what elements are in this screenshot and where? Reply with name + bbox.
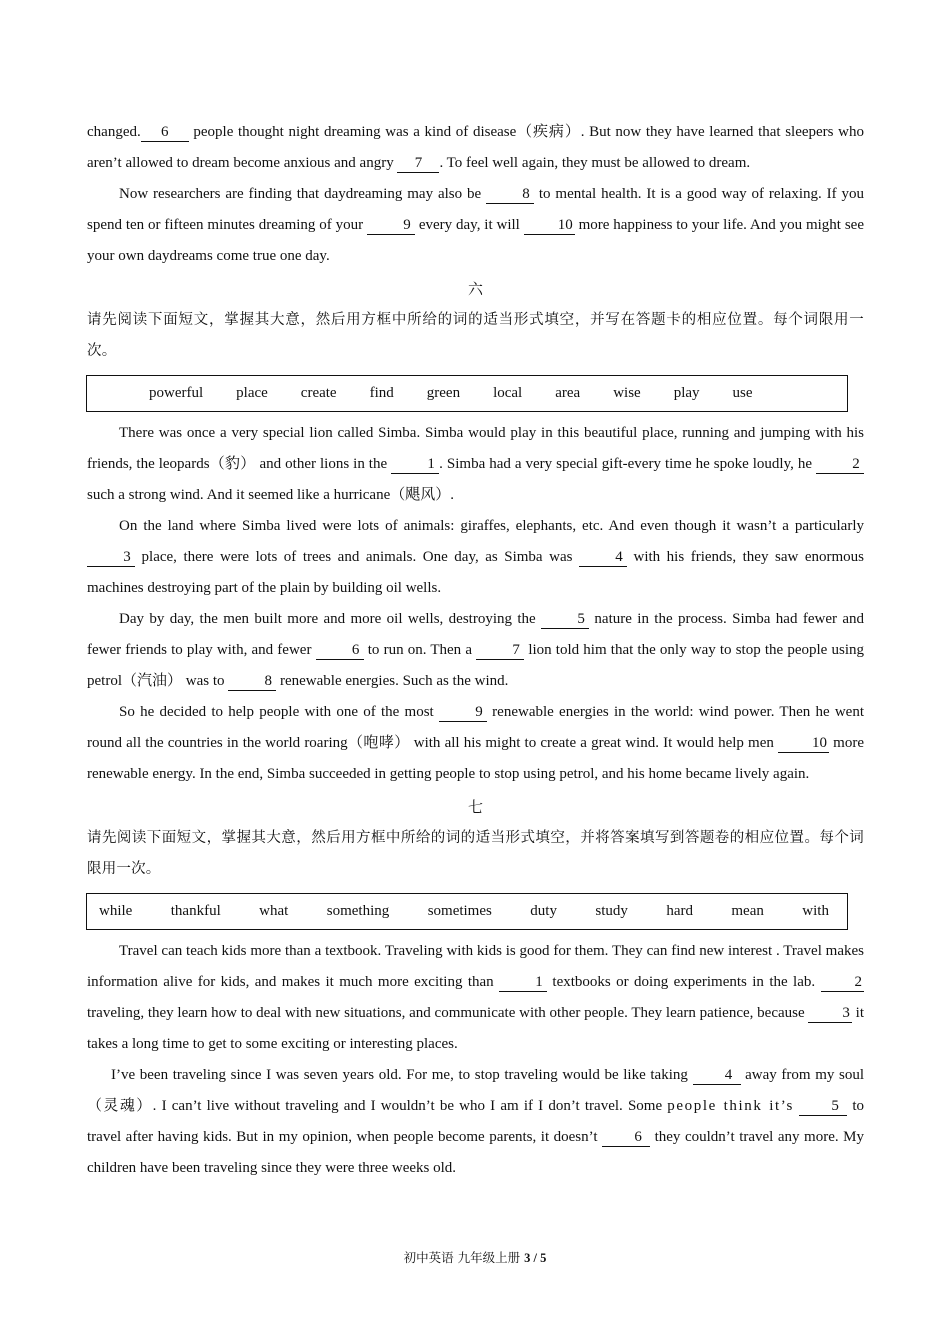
blank-5[interactable]: 5 [799, 1098, 847, 1116]
word-box-item: wise [613, 385, 641, 401]
s5-paragraph-1: changed. 6 people thought night dreaming was a kind of disease（疾病）. But now they have learned that sleepers who aren’t allowed to dream become anxious and angry 7 . To feel well again, they must be allowed to dream. [87, 124, 864, 171]
word-box-item: use [732, 385, 753, 401]
blank-2[interactable]: 2 [821, 974, 865, 992]
word-box-item: area [555, 385, 581, 401]
word-box-item: local [493, 385, 523, 401]
blank-7[interactable]: 7 [476, 642, 524, 660]
word-box-item: green [426, 385, 461, 401]
word-box-item: place [236, 385, 268, 401]
section-6-heading: 六 [467, 280, 483, 298]
blank-6[interactable]: 6 [141, 124, 189, 142]
word-box-item: hard [666, 903, 693, 919]
word-box-item: find [369, 385, 394, 401]
word-box-item: study [595, 903, 628, 919]
word-box-item: sometimes [427, 903, 492, 919]
blank-8[interactable]: 8 [228, 673, 276, 691]
blank-10[interactable]: 10 [524, 217, 575, 235]
page-footer [0, 1248, 950, 1266]
section-6-word-box [86, 375, 848, 412]
section-7-word-box [86, 893, 848, 930]
blank-1[interactable]: 1 [499, 974, 547, 992]
s7-paragraph-2: I’ve been traveling since I was seven years old. For me, to stop traveling would be like taking 4 away from my soul（灵魂）. I can’t live without traveling and I wouldn’t be who I am if I don’t travel. Some people think it’s 5 to travel after having kids. But in my opinion, when people become parents, it doesn’t 6 they couldn’t travel any more. My children have been traveling since they were three weeks old. [87, 1067, 865, 1176]
page-content [87, 117, 864, 1184]
word-box-item: duty [530, 903, 557, 919]
blank-8[interactable]: 8 [486, 186, 534, 204]
word-box-item: with [802, 903, 829, 919]
blank-3[interactable]: 3 [87, 549, 135, 567]
s6-paragraph-4: So he decided to help people with one of the most 9 renewable energies in the world: wind power. Then he went round all the countries in the world roaring（咆哮） with all his might to create a great wind. It would help men 10 more renewable energy. In the end, Simba succeeded in getting people to stop using petrol, and his home became lively again. [87, 704, 864, 782]
blank-1[interactable]: 1 [391, 456, 439, 474]
blank-9[interactable]: 9 [439, 704, 487, 722]
blank-9[interactable]: 9 [367, 217, 415, 235]
footer-subject: 初中英语 九年级上册 [403, 1250, 525, 1265]
blank-6[interactable]: 6 [602, 1129, 650, 1147]
word-box-item: powerful [149, 385, 204, 401]
s6-paragraph-2: On the land where Simba lived were lots of animals: giraffes, elephants, etc. And even though it wasn’t a particularly 3 place, there were lots of trees and animals. One day, as Simba was 4 with his friends, they saw enormous machines destroying part of the plain by building oil wells. [87, 518, 864, 596]
word-box-item: something [326, 903, 390, 919]
s6-paragraph-1: There was once a very special lion called Simba. Simba would play in this beautiful place, running and jumping with his friends, the leopards（豹） and other lions in the 1 . Simba had a very special gift-every time he spoke loudly, he 2 such a strong wind. And it seemed like a hurricane（飓风）. [87, 425, 864, 503]
s5-paragraph-2: Now researchers are finding that daydreaming may also be 8 to mental health. It is a good way of relaxing. If you spend ten or fifteen minutes dreaming of your 9 every day, it will 10 more happiness to your life. And you might see your own daydreams come true one day. [87, 186, 864, 264]
blank-7[interactable]: 7 [397, 155, 439, 173]
blank-4[interactable]: 4 [693, 1067, 741, 1085]
section-6-instruction: 请先阅读下面短文，掌握其大意，然后用方框中所给的词的适当形式填空，并写在答题卡的相应位置。每个词限用一次。 [87, 312, 864, 359]
word-box-item: play [673, 385, 700, 401]
section-7-instruction: 请先阅读下面短文，掌握其大意，然后用方框中所给的词的适当形式填空，并将答案填写到答题卷的相应位置。每个词限用一次。 [87, 830, 864, 877]
blank-6[interactable]: 6 [316, 642, 364, 660]
word-box-item: mean [731, 903, 764, 919]
blank-2[interactable]: 2 [816, 456, 864, 474]
footer-page-number: 3 / 5 [524, 1251, 547, 1265]
blank-5[interactable]: 5 [541, 611, 589, 629]
word-box-item: thankful [170, 903, 221, 919]
word-box-item: what [259, 903, 289, 919]
blank-3[interactable]: 3 [808, 1005, 852, 1023]
word-box-item: while [99, 903, 133, 919]
section-7-heading: 七 [467, 798, 483, 816]
blank-4[interactable]: 4 [579, 549, 627, 567]
blank-10[interactable]: 10 [778, 735, 829, 753]
word-box-item: create [300, 385, 337, 401]
s7-paragraph-1: Travel can teach kids more than a textbook. Traveling with kids is good for them. They can find new interest . Travel makes information alive for kids, and makes it much more exciting than 1 textbooks or doing experiments in the lab. 2 traveling, they learn how to deal with new situations, and communicate with other people. They learn patience, because 3 it takes a long time to get to some exciting or interesting places. [87, 943, 864, 1052]
s6-paragraph-3: Day by day, the men built more and more oil wells, destroying the 5 nature in the process. Simba had fewer and fewer friends to play with, and fewer 6 to run on. Then a 7 lion told him that the only way to stop the people using petrol（汽油） was to 8 renewable energies. Such as the wind. [87, 611, 864, 689]
